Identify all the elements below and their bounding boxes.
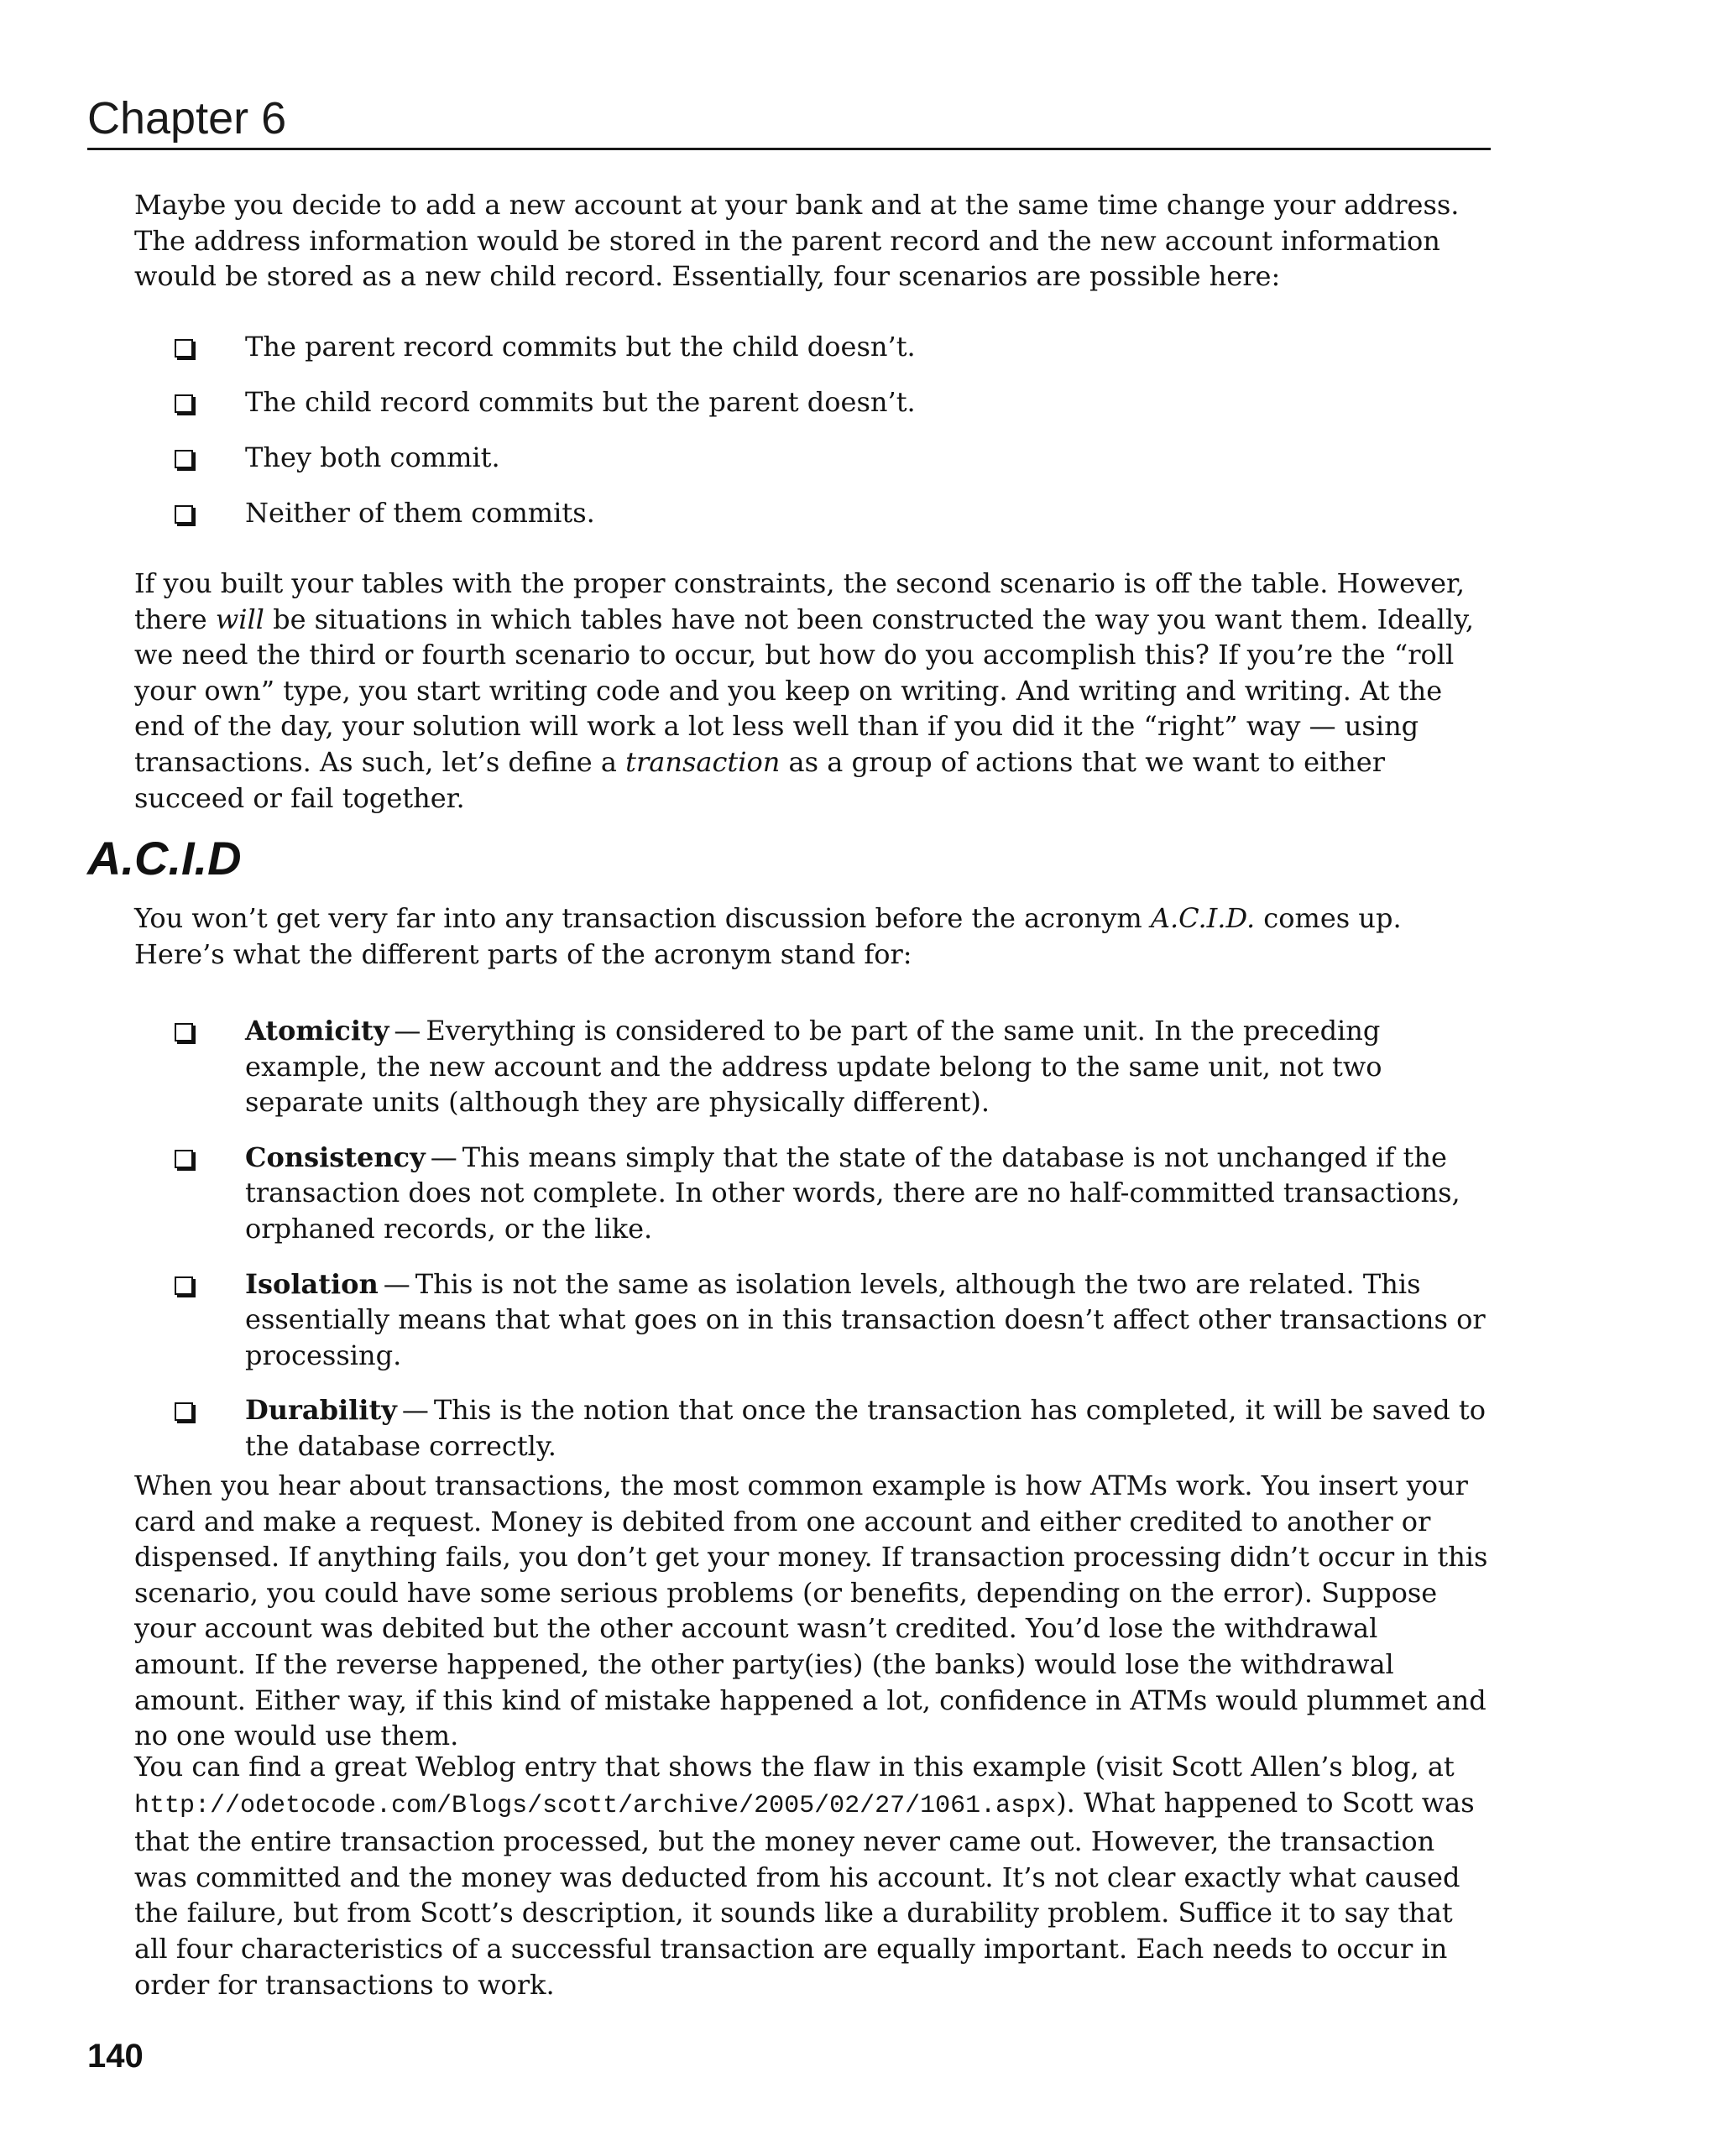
weblog-paragraph (134, 1749, 1491, 2002)
chapter-title: Chapter 6 (87, 93, 287, 144)
list-item (134, 495, 1491, 551)
scenario-text: They both commit. (245, 441, 500, 473)
list-item (134, 329, 1491, 384)
page-number: 140 (87, 2038, 144, 2075)
scenario-list (134, 329, 1491, 551)
checkbox-bullet-icon (175, 1150, 193, 1168)
emphasis-transaction: transaction (625, 745, 781, 778)
text-run: ). What happened to Scott was that the entire transaction processed, but the money never came out. However, the transaction was committed and the money was deducted from his account. It’s not clear exactly what caused the failure, but from Scott’s description, it sounds like a durability problem. Suffice it to say that all four characteristics of a successful transaction are equally important. Each needs to occur in order for transactions to work. (134, 1786, 1475, 2001)
em-dash: — (394, 1015, 421, 1047)
acid-term: Atomicity (245, 1015, 389, 1047)
list-item (134, 384, 1491, 440)
acid-term: Isolation (245, 1267, 379, 1300)
weblog-text (134, 1749, 1491, 2002)
acid-term: Durability (245, 1394, 397, 1427)
em-dash: — (430, 1141, 457, 1173)
intro-paragraph (134, 187, 1491, 295)
checkbox-bullet-icon (175, 450, 193, 468)
scenario-text: The child record commits but the parent doesn’t. (245, 386, 916, 418)
atm-text: When you hear about transactions, the most common example is how ATMs work. You insert your card and make a request. Money is debited from one account and either credited to another or dispensed. If anything fails, you don’t get your money. If transaction processing didn’t occur in this scenario, you could have some serious problems (or benefits, depending on the error). Suppose your account was debited but the other account wasn’t credited. You’d lose the withdrawal amount. If the reverse happened, the other party(ies) (the banks) would lose the withdrawal amount. Either way, if this kind of mistake happened a lot, confidence in ATMs would plummet and no one would use them. (134, 1470, 1488, 1752)
acid-definition: Everything is considered to be part of the same unit. In the preceding example, the new account and the address update belong to the same unit, not two separate units (although they are physically different). (245, 1015, 1382, 1119)
chapter-header (87, 87, 1491, 150)
text-run: comes up. Here’s what the different parts of the acronym stand for: (134, 902, 1402, 970)
checkbox-bullet-icon (175, 339, 193, 358)
intro-text: Maybe you decide to add a new account at your bank and at the same time change your address. The address information would be stored in the parent record and the new account information would be stored as a new child record. Essentially, four scenarios are possible here: (134, 189, 1460, 293)
acid-definition: This is not the same as isolation levels, although the two are related. This essentially means that what goes on in this transaction doesn’t affect other transactions or processing. (245, 1267, 1486, 1371)
scenario-text: Neither of them commits. (245, 497, 595, 529)
acid-list (134, 1013, 1491, 1484)
blog-url-link[interactable]: http://odetocode.com/Blogs/scott/archive/2005/02/27/1061.aspx (134, 1791, 1057, 1820)
emphasis-acronym: A.C.I.D. (1150, 902, 1256, 934)
text-run: You can find a great Weblog entry that shows the flaw in this example (visit Scott Allen’s blog, at (134, 1751, 1455, 1783)
checkbox-bullet-icon (175, 505, 193, 524)
checkbox-bullet-icon (175, 1276, 193, 1295)
checkbox-bullet-icon (175, 394, 193, 413)
acid-definition: This means simply that the state of the database is not unchanged if the transaction does not complete. In other words, there are no half-committed transactions, orphaned records, or the like. (245, 1141, 1460, 1245)
text-run: as a group of actions that we want to either succeed or fail together. (134, 745, 1385, 814)
checkbox-bullet-icon (175, 1402, 193, 1421)
constraints-paragraph (134, 566, 1491, 816)
constraints-text (134, 566, 1491, 816)
acid-definition: This is the notion that once the transaction has completed, it will be saved to the database correctly. (245, 1394, 1486, 1462)
em-dash: — (383, 1267, 410, 1300)
list-item (134, 1392, 1491, 1464)
text-run: be situations in which tables have not been constructed the way you want them. Ideally, we need the third or fourth scenario to occur, but how do you accomplish this? If you’re the “roll your own” type, you start writing code and you keep on writing. And writing and writing. At the end of the day, your solution will work a lot less well than if you did it the “right” way — using transactions. As such, let’s define a (134, 603, 1475, 778)
text-run: You won’t get very far into any transaction discussion before the acronym (134, 902, 1151, 934)
text-run: If you built your tables with the proper constraints, the second scenario is off the table. However, there (134, 567, 1465, 635)
acid-intro-text (134, 901, 1491, 972)
list-item (134, 1013, 1491, 1120)
section-heading-acid: A.C.I.D (87, 832, 242, 885)
emphasis-will: will (215, 603, 264, 635)
em-dash: — (401, 1394, 429, 1427)
checkbox-bullet-icon (175, 1023, 193, 1041)
scenario-text: The parent record commits but the child doesn’t. (245, 331, 916, 363)
list-item (134, 440, 1491, 495)
list-item (134, 1140, 1491, 1247)
list-item (134, 1266, 1491, 1374)
acid-term: Consistency (245, 1141, 426, 1173)
acid-intro-paragraph (134, 901, 1491, 972)
atm-paragraph (134, 1468, 1491, 1754)
